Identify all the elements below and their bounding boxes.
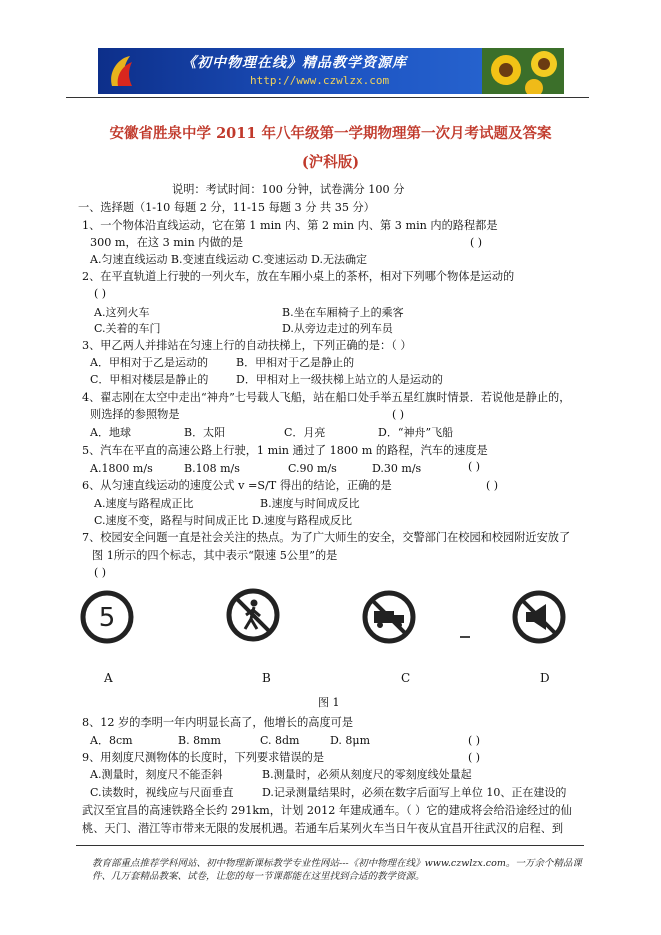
q4-option-b: B．太阳: [184, 426, 226, 439]
q3-stem: 3、甲乙两人并排站在匀速上行的自动扶梯上，下列正确的是：（ ）: [82, 339, 412, 352]
q7-stem-cont: 图 1所示的四个标志，其中表示“限速 5公里”的是: [92, 549, 338, 562]
q4-answer-paren: ( ): [392, 408, 405, 421]
instructions: 说明：考试时间：100 分钟，试卷满分 100 分: [172, 183, 405, 196]
q5-stem: 5、汽车在平直的高速公路上行驶，1 min 通过了 1800 m 的路程，汽车的速度是: [82, 444, 488, 457]
q2-option-d: D.从旁边走过的列车员: [282, 322, 393, 335]
q7-stem: 7、校园安全问题一直是社会关注的热点。为了广大师生的安全，交警部门在校园和校园附近安放了: [82, 531, 571, 544]
q4-option-c: C．月亮: [284, 426, 326, 439]
sunflower-icon: [482, 48, 564, 94]
svg-text:5: 5: [98, 603, 116, 633]
q5-option-d: D.30 m/s: [372, 462, 422, 475]
q8-option-d: D. 8μm: [330, 734, 370, 747]
page-title: 安徽省胜泉中学 2011 年八年级第一学期物理第一次月考试题及答案: [109, 125, 552, 142]
footer-line1: 教育部重点推荐学科网站、初中物理新课标教学专业性网站---《初中物理在线》www.czwlzx.com。一万余个精品课: [92, 858, 582, 869]
footer-line2: 件、几万套精品教案、试卷，让您的每一节课都能在这里找到合适的教学资源。: [92, 871, 425, 882]
sign-label-c: C: [401, 671, 411, 685]
q2-answer-paren: ( ): [94, 287, 107, 300]
q4-stem-cont: 则选择的参照物是: [90, 408, 180, 421]
q8-option-b: B. 8mm: [178, 734, 221, 747]
no-trucks-sign-icon: [362, 590, 416, 644]
q2-option-c: C.关着的车门: [94, 322, 161, 335]
q5-answer-paren: ( ): [468, 460, 481, 473]
q5-option-c: C.90 m/s: [288, 462, 337, 475]
q3-option-c: C．甲相对楼层是静止的: [90, 373, 209, 386]
q1-answer-paren: ( ): [470, 236, 483, 249]
footer-divider: [76, 845, 584, 846]
q6-option-a: A.速度与路程成正比: [94, 497, 194, 510]
q5-option-b: B.108 m/s: [184, 462, 240, 475]
q10-text-line2: 武汉至宜昌的高速铁路全长约 291km，计划 2012 年建成通车。（ ）它的建成将会给沿途经过的仙: [82, 804, 572, 817]
q1-options: A.匀速直线运动 B.变速直线运动 C.变速运动 D.无法确定: [90, 253, 367, 266]
sign-label-d: D: [540, 671, 550, 685]
q5-option-a: A.1800 m/s: [90, 462, 153, 475]
q9-answer-paren: ( ): [468, 751, 481, 764]
q9-stem: 9、用刻度尺测物体的长度时，下列要求错误的是: [82, 751, 325, 764]
q8-option-a: A．8cm: [90, 734, 133, 747]
figure-caption: 图 1: [318, 696, 340, 709]
q2-option-b: B.坐在车厢椅子上的乘客: [282, 306, 404, 319]
header-divider: [66, 97, 589, 98]
q2-stem: 2、在平直轨道上行驶的一列火车，放在车厢小桌上的茶杯，相对下列哪个物体是运动的: [82, 270, 515, 283]
q8-stem: 8、12 岁的李明一年内明显长高了，他增长的高度可是: [82, 716, 354, 729]
q9-option-b: B.测量时，必须从刻度尺的零刻度线处量起: [262, 768, 472, 781]
q6-option-cd: C.速度不变，路程与时间成正比 D.速度与路程成反比: [94, 514, 352, 527]
sign-label-b: B: [262, 671, 271, 685]
q3-option-a: A．甲相对于乙是运动的: [90, 356, 208, 369]
q9-option-d: D.记录测量结果时，必须在数字后面写上单位 10、正在建设的: [262, 786, 567, 799]
q4-option-a: A．地球: [90, 426, 131, 439]
site-logo-icon: [106, 52, 140, 90]
banner-url[interactable]: http://www.czwlzx.com: [250, 74, 390, 87]
q4-option-d: D．“神舟”飞船: [378, 426, 454, 439]
header-banner: [98, 48, 564, 94]
page-subtitle: (沪科版): [301, 154, 360, 171]
q8-answer-paren: ( ): [468, 734, 481, 747]
q9-option-a: A.测量时，刻度尺不能歪斜: [90, 768, 223, 781]
q6-option-b: B.速度与时间成反比: [260, 497, 360, 510]
q6-stem: 6、从匀速直线运动的速度公式 v =S/T 得出的结论，正确的是: [82, 479, 392, 492]
q9-option-c: C.读数时，视线应与尺面垂直: [90, 786, 234, 799]
q10-text-line3: 桃、天门、潜江等市带来无限的发展机遇。若通车后某列火车当日午夜从宜昌开往武汉的启程、到: [82, 822, 564, 835]
banner-title: 《初中物理在线》精品教学资源库: [182, 55, 407, 71]
q6-answer-paren: ( ): [486, 479, 499, 492]
q7-answer-paren: ( ): [94, 566, 107, 579]
q1-stem-cont: 300 m，在这 3 min 内做的是: [90, 236, 244, 249]
figure-mark: [460, 636, 470, 638]
q1-stem: 1、一个物体沿直线运动，它在第 1 min 内、第 2 min 内、第 3 min 内的路程都是: [82, 219, 498, 232]
section-heading: 一、选择题（1-10 每题 2 分，11-15 每题 3 分 共 35 分）: [78, 201, 375, 214]
speed-limit-sign-icon: [80, 590, 134, 644]
sign-label-a: A: [104, 671, 113, 685]
q2-option-a: A.这列火车: [94, 306, 150, 319]
q8-option-c: C. 8dm: [260, 734, 300, 747]
q3-option-d: D．甲相对上一级扶梯上站立的人是运动的: [236, 373, 443, 386]
no-pedestrians-sign-icon: [226, 588, 280, 642]
q4-stem: 4、翟志刚在太空中走出“神舟”七号载人飞船，站在船口处手举五星红旗时情景．若说他是静止的，: [82, 391, 571, 404]
q3-option-b: B．甲相对于乙是静止的: [236, 356, 355, 369]
no-honking-sign-icon: [512, 590, 566, 644]
